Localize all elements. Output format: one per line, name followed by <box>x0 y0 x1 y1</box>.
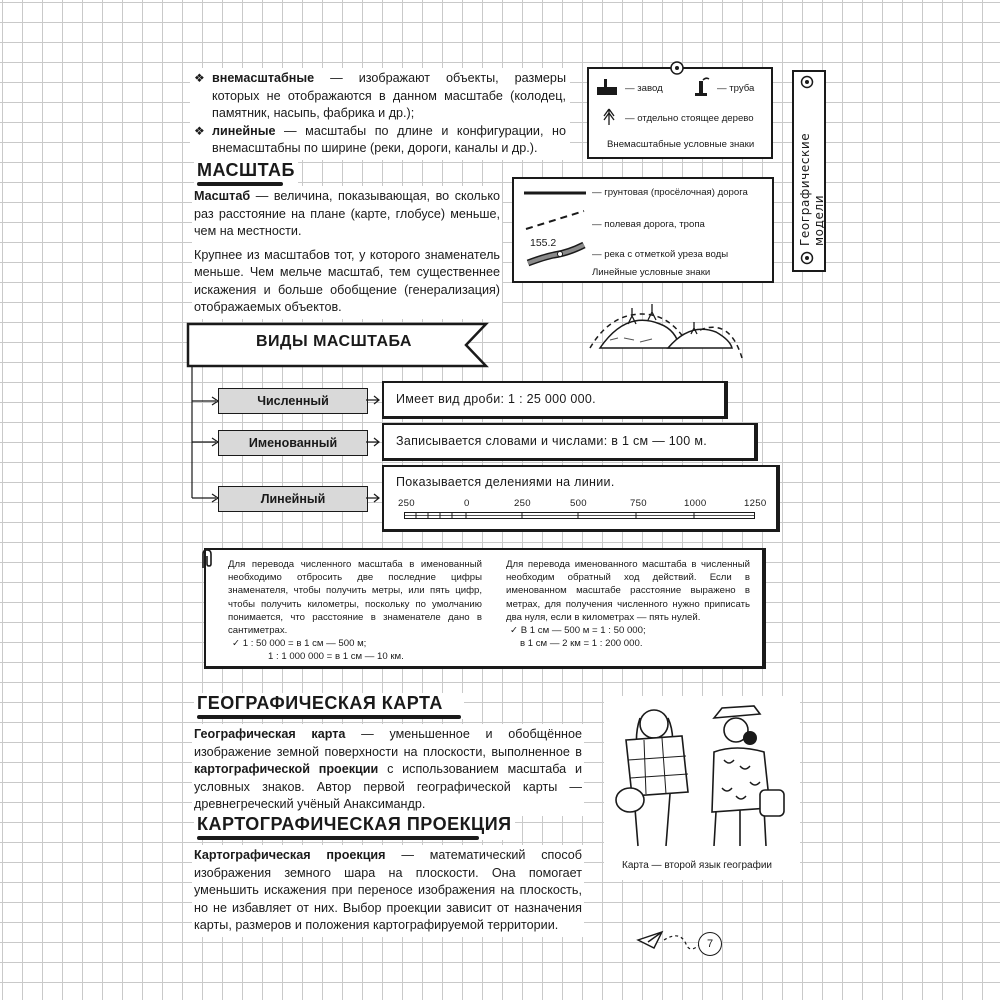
bullet-linear-symbols <box>194 123 566 158</box>
map-term: Географическая карта <box>194 727 346 741</box>
projection-term: Картографическая проекция <box>194 848 386 862</box>
ruler-tick-label: 250 <box>398 498 415 509</box>
note-right-example-2: в 1 см — 2 км = 1 : 200 000. <box>520 638 643 650</box>
legend-caption: Внемасштабные условные знаки <box>607 139 755 150</box>
globe-curvature-illustration <box>580 300 750 372</box>
paperclip-icon <box>197 548 221 572</box>
map-definition: Географическая карта — уменьшенное и обобщённое изображение земной поверхности на плоскости, выполненное в картографической проекции с использованием масштаба и условных знаков. Автор первой географической карты — древнегреческий учёный Анаксимандр. <box>192 724 584 816</box>
scale-type-linear-desc: Показывается делениями на линии. 250 0 250 500 750 1000 1250 <box>382 465 780 532</box>
ruler-tick-label: 500 <box>570 498 587 509</box>
conversion-note <box>204 548 766 669</box>
bullet-term: внемасштабные <box>212 71 315 85</box>
travelers-with-map-illustration <box>604 696 800 856</box>
legend-item-river: — река с отметкой уреза воды <box>592 249 729 260</box>
ruler-tick-label: 1000 <box>684 498 707 509</box>
field-road-line <box>524 207 588 233</box>
legend-item-dirt-road: — грунтовая (просёлочная) дорога <box>592 187 748 198</box>
note-left-example-2: 1 : 1 000 000 = в 1 см — 10 км. <box>268 651 404 663</box>
tree-icon <box>601 107 617 127</box>
scale-type-numeric: Численный <box>218 388 368 414</box>
diamond-bullet-icon: ❖ <box>194 71 205 85</box>
legend-item-chimney: — труба <box>717 83 755 94</box>
note-left-text: Для перевода численного масштаба в именованный необходимо отбросить две последние цифры знаменателя, чтобы получить метры, или пять цифр, чтобы получить километры, поскольку по умолчанию понимается, что расстояние в знаменателе дано в сантиметрах. <box>228 559 482 637</box>
illustration-caption: Карта — второй язык географии <box>622 860 772 871</box>
dirt-road-line <box>524 189 588 197</box>
scale-paragraph-2: Крупнее из масштабов тот, у которого знаменатель меньше. Чем мельче масштаб, тем существеннее искажения и больше обобщение (генерализация) отображаемых объектов. <box>194 247 500 314</box>
legend-caption: Линейные условные знаки <box>592 267 711 278</box>
pin-icon <box>799 250 815 266</box>
side-tab <box>792 70 826 272</box>
pin-icon <box>669 60 685 76</box>
map-heading: ГЕОГРАФИЧЕСКАЯ КАРТА <box>194 693 464 719</box>
intro-bullets <box>190 68 570 160</box>
paper-plane-icon <box>636 926 702 962</box>
linear-scale-ruler <box>404 511 764 521</box>
scale-type-named-desc: Записывается словами и числами: в 1 см — 100 м. <box>382 423 758 461</box>
bullet-text: — масштабы по длине и конфигурации, но внемасштабны по ширине (реки, дороги, каналы и др.). <box>212 123 566 155</box>
note-left-example-1: ✓ 1 : 50 000 = в 1 см — 500 м; <box>232 638 367 650</box>
bullet-term: линейные <box>212 123 276 138</box>
ruler-tick-label: 250 <box>514 498 531 509</box>
scale-term: Масштаб <box>194 189 251 203</box>
bullet-text: — изображают объекты, размеры которых не отображаются в данном масштабе (колодец, памятник, насыпь, фабрика и др.); <box>212 71 566 120</box>
factory-icon <box>595 77 621 99</box>
scale-heading: МАСШТАБ <box>194 160 298 186</box>
diamond-bullet-icon: ❖ <box>194 123 205 138</box>
ruler-tick-label: 1250 <box>744 498 767 509</box>
elevation-mark: 155.2 <box>530 237 557 249</box>
page-number: 7 <box>698 932 722 956</box>
legend-point-symbols <box>587 67 773 159</box>
projection-definition: Картографическая проекция — математический способ изображения земного шара на плоскости. Она помогает уменьшить искажения при переносе изображения на плоскость, но не избавляет от них. Выбор проекции зависит от назначения карты, размеров и положения картографируемой территории. <box>192 845 584 937</box>
arrow-connector <box>366 435 382 449</box>
scale-definition: Масштаб — величина, показывающая, во сколько раз расстояние на плане (карте, глобусе) меньше, чем на местности. Крупнее из масштабов тот, у которого знаменатель меньше. Чем мельче масштаб, тем существеннее искажения и больше обобщение (генерализация) отображаемых объектов. <box>192 186 502 319</box>
pin-icon <box>799 74 815 90</box>
scale-type-numeric-desc: Имеет вид дроби: 1 : 25 000 000. <box>382 381 728 419</box>
arrow-connector <box>366 393 382 407</box>
scale-types-connector <box>186 366 222 506</box>
note-right-text: Для перевода именованного масштаба в численный необходим обратный ход действий. Если в именованном масштабе расстояние выражено в метрах, для получения численного нужно приписать два нуля, если в километрах — пять нулей. <box>506 559 750 623</box>
bullet-point-symbols <box>194 70 566 123</box>
note-right-example-1: ✓ В 1 см — 500 м = 1 : 50 000; <box>510 625 646 637</box>
legend-linear-symbols <box>512 177 774 283</box>
travelers-illustration-frame <box>604 696 800 880</box>
ruler-tick-label: 0 <box>464 498 470 509</box>
scale-type-linear: Линейный <box>218 486 368 512</box>
legend-item-field-road: — полевая дорога, тропа <box>592 219 705 230</box>
scale-type-named: Именованный <box>218 430 368 456</box>
linear-scale-tick-labels <box>398 498 767 510</box>
projection-term-inline: картографической проекции <box>194 762 379 776</box>
scale-types-banner: ВИДЫ МАСШТАБА <box>256 333 412 350</box>
projection-heading: КАРТОГРАФИЧЕСКАЯ ПРОЕКЦИЯ <box>194 814 515 840</box>
arrow-connector <box>366 491 382 505</box>
legend-item-tree: — отдельно стоящее дерево <box>625 113 754 124</box>
chimney-icon <box>691 75 713 99</box>
legend-item-factory: — завод <box>625 83 663 94</box>
side-tab-label: Географические модели <box>798 132 826 246</box>
river-symbol <box>524 241 588 269</box>
ruler-tick-label: 750 <box>630 498 647 509</box>
